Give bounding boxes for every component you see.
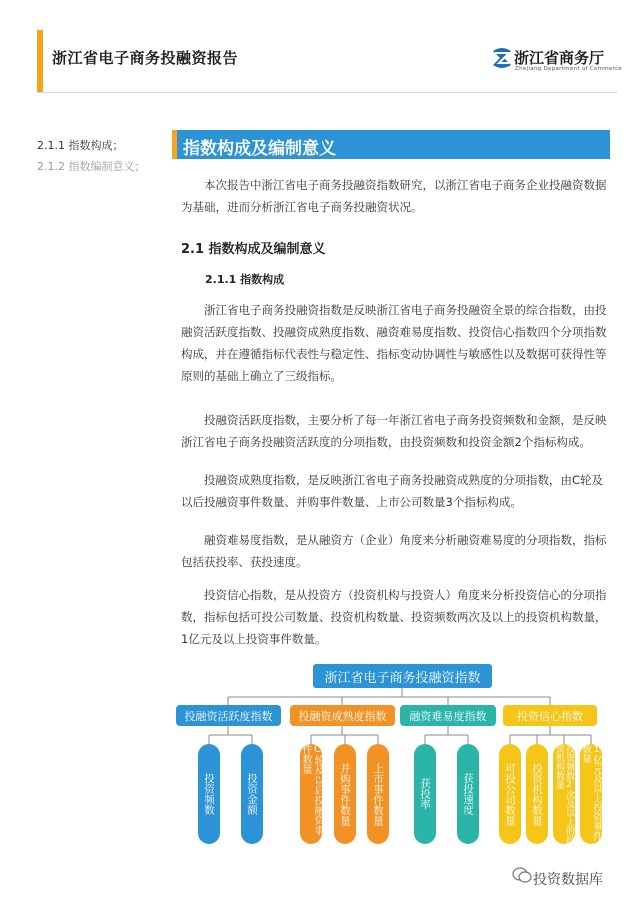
- section-banner-title: 指数构成及编制意义: [183, 139, 336, 159]
- diagram-leaf-investor-count: 投资机构数量: [526, 744, 548, 844]
- diagram-leaf-investment-amount: 投资金额: [241, 744, 263, 844]
- wechat-icon: [512, 866, 532, 884]
- diagram-group-difficulty: 融资难易度指数: [400, 705, 496, 726]
- diagram-leaf-funding-speed: 获投速度: [457, 744, 479, 844]
- heading-2-1-1: 2.1.1 指数构成: [205, 273, 285, 286]
- diagram-group-maturity: 投融资成熟度指数: [290, 705, 395, 726]
- logo-subtitle: Zhejiang Department of Commerce: [515, 66, 623, 72]
- diagram-root-box: 浙江省电子商务投融资指数: [313, 664, 492, 688]
- paragraph-difficulty: 融资难易度指数，是从融资方（企业）角度来分析融资难易度的分项指数，指标包括获投率、获投速度。: [181, 533, 607, 569]
- diagram-leaf-repeat-investors: 投资频数2次及以上的投资机构数量: [554, 744, 574, 844]
- paragraph-confidence: 投资信心指数，是从投资方（投资机构与投资人）角度来分析投资信心的分项指数，指标包括可投公司数量、投资机构数量、投资频数两次及以上的投资机构数量，1亿元及以上投资事件数量。: [181, 588, 607, 646]
- toc-item-2-1-1[interactable]: 2.1.1 指数构成；: [37, 139, 124, 152]
- heading-2-1: 2.1 指数构成及编制意义: [181, 242, 326, 257]
- paragraph-maturity: 投融资成熟度指数，是反映浙江省电子商务投融资成熟度的分项指数，由C轮及以后投融资事件数量、并购事件数量、上市公司数量3个指标构成。: [181, 473, 604, 509]
- logo-name: 浙江省商务厅: [514, 49, 605, 67]
- intro-paragraph: 本次报告中浙江省电子商务投融资指数研究，以浙江省电子商务企业投融资数据为基础，进而分析浙江省电子商务投融资状况。: [181, 178, 607, 214]
- watermark-text: 投资数据库: [533, 872, 603, 888]
- diagram-leaf-investable-companies: 可投公司数量: [499, 744, 521, 844]
- diagram-leaf-investment-count: 投资频数: [198, 744, 220, 844]
- diagram-leaf-listing-events: 上市事件数量: [367, 744, 389, 844]
- toc-item-2-1-2[interactable]: 2.1.2 指数编制意义；: [37, 160, 146, 173]
- report-title: 浙江省电子商务投融资报告: [52, 49, 239, 67]
- diagram-group-activity: 投融资活跃度指数: [176, 705, 281, 726]
- diagram-leaf-ma-events: 并购事件数量: [334, 744, 356, 844]
- diagram-leaf-c-round-events: C轮及以后投融资事件数量: [300, 744, 322, 844]
- paragraph-overview: 浙江省电子商务投融资指数是反映浙江省电子商务投融资全景的综合指数，由投融资活跃度指数、投融资成熟度指数、融资难易度指数、投资信心指数四个分项指数构成，并在遵循指标代表性与稳定性、指标变动协调性与敏感性以及数据可获得性等原则的基础上确立了三级指标。: [181, 303, 607, 383]
- diagram-group-confidence: 投资信心指数: [503, 705, 597, 726]
- diagram-leaf-large-deals: 1亿元及以上投资事件数量: [580, 744, 602, 844]
- paragraph-activity: 投融资活跃度指数，主要分析了每一年浙江省电子商务投资频数和金额，是反映浙江省电子商务投融资活跃度的分项指数，由投资频数和投资金额2个指标构成。: [181, 413, 607, 449]
- diagram-leaf-funding-rate: 获投率: [414, 744, 436, 844]
